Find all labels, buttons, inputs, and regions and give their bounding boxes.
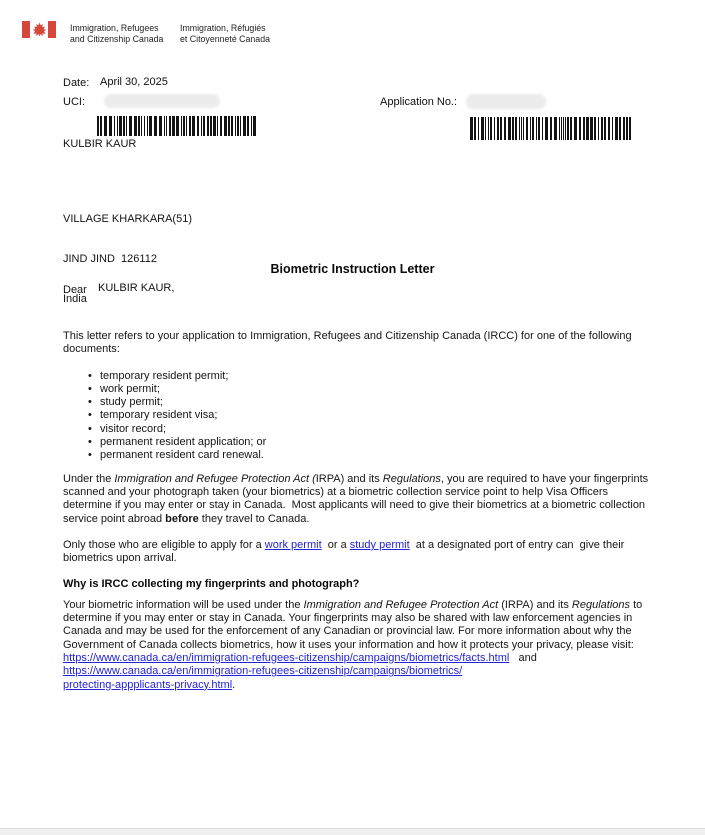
- paragraph: [63, 330, 651, 357]
- bullet-icon: •: [88, 449, 92, 462]
- bullet-text: work permit;: [100, 382, 160, 395]
- bullet-icon: •: [88, 369, 92, 382]
- document-bullet-list: [63, 370, 651, 463]
- dept-fr-line2: et Citoyenneté Canada: [180, 33, 270, 44]
- application-number-label: Application No.:: [380, 96, 458, 108]
- section-heading: [63, 578, 651, 591]
- department-name-english: [70, 23, 163, 44]
- list-item: [88, 423, 651, 436]
- text-segment: (IRPA) and its: [498, 598, 572, 611]
- bullet-text: permanent resident application; or: [100, 436, 267, 449]
- uci-barcode: [97, 116, 258, 136]
- uci-value-redacted: [104, 94, 220, 108]
- list-item: [88, 383, 651, 396]
- text-segment: or a: [321, 538, 350, 551]
- hyperlink[interactable]: protecting-appplicants-privacy.html: [63, 678, 233, 691]
- recipient-address: [63, 186, 192, 333]
- list-item: [88, 396, 651, 409]
- text-segment: This letter refers to your application to Immigration, Refugees and Citizenship Canada (IRCC) for one of the following documents:: [63, 330, 635, 356]
- list-item: [88, 370, 651, 383]
- bullet-icon: •: [88, 409, 92, 422]
- bullet-text: study permit;: [100, 396, 163, 409]
- salutation-prefix: Dear: [63, 284, 87, 296]
- paragraph: [63, 539, 651, 566]
- recipient-name: KULBIR KAUR: [63, 138, 137, 150]
- letter-title: Biometric Instruction Letter: [270, 262, 435, 276]
- dept-en-line1: Immigration, Refugees: [70, 23, 159, 33]
- address-line-2: JIND JIND 126112: [63, 253, 157, 266]
- list-item: [88, 409, 651, 422]
- date-value: April 30, 2025: [100, 76, 168, 88]
- text-segment: , you are required to have your fingerprints scanned and your photograph taken (your biometrics) at a biometric collection service point to help Visa Officers determine if you may enter or stay in Canada. Most applicants will need to give their biometrics at a biometric collection service point abroad: [63, 472, 652, 525]
- text-segment: Your biometric information will be used under the: [63, 598, 304, 611]
- application-barcode: [470, 117, 632, 140]
- address-line-1: VILLAGE KHARKARA(51): [63, 212, 192, 225]
- address-line-3: India: [63, 293, 87, 306]
- list-item: [88, 449, 651, 462]
- application-number-redacted: [466, 94, 546, 109]
- hyperlink[interactable]: work permit: [264, 538, 322, 551]
- text-segment: Only those who are eligible to apply for a: [63, 538, 265, 551]
- text-segment: to determine if you may enter or stay in Canada. Your fingerprints may also be shared with law enforcement agencies in Canada and may be used for the enforcement of any Canadian or provincial law. For more information about why the Government of Canada collects biometrics, how it uses your information and how it protects your privacy, please visit:: [63, 598, 646, 651]
- text-segment: they travel to Canada.: [198, 512, 310, 525]
- list-item: [88, 436, 651, 449]
- letter-body: [63, 330, 651, 705]
- salutation-name: KULBIR KAUR,: [98, 281, 175, 294]
- uci-label: UCI:: [63, 96, 85, 108]
- text-segment: Immigration and Refugee Protection Act: [303, 598, 499, 611]
- canada-flag-logo: [22, 21, 56, 38]
- hyperlink[interactable]: study permit: [349, 538, 410, 551]
- text-segment: before: [165, 512, 199, 525]
- date-label: Date:: [63, 77, 90, 89]
- paragraph: [63, 473, 651, 526]
- paragraph: [63, 599, 651, 692]
- text-segment: Regulations: [571, 598, 631, 611]
- salutation: [63, 281, 175, 296]
- text-segment: .: [232, 678, 236, 691]
- bottom-strip: [0, 828, 705, 835]
- dept-en-line2: and Citizenship Canada: [70, 33, 164, 44]
- maple-leaf-icon: [32, 22, 47, 37]
- bullet-text: temporary resident visa;: [100, 409, 218, 422]
- text-segment: and: [509, 651, 537, 664]
- hyperlink[interactable]: https://www.canada.ca/en/immigration-refugees-citizenship/campaigns/biometrics/facts.html: [63, 651, 510, 664]
- flag-right-bar: [48, 21, 56, 38]
- bullet-icon: •: [88, 382, 92, 395]
- text-segment: IRPA) and its: [315, 472, 383, 485]
- bullet-text: temporary resident permit;: [100, 369, 229, 382]
- hyperlink[interactable]: https://www.canada.ca/en/immigration-refugees-citizenship/campaigns/biometrics/: [63, 665, 463, 678]
- letterhead: [0, 0, 705, 60]
- department-name-french: [180, 23, 270, 44]
- text-segment: Immigration and Refugee Protection Act (: [114, 472, 316, 485]
- bullet-icon: •: [88, 436, 92, 449]
- bullet-icon: •: [88, 422, 92, 435]
- text-segment: Why is IRCC collecting my fingerprints and photograph?: [63, 578, 360, 591]
- text-segment: Under the: [63, 472, 115, 485]
- flag-center: [30, 21, 48, 38]
- flag-left-bar: [22, 21, 30, 38]
- text-segment: at a designated port of entry can give their biometrics upon arrival.: [63, 538, 628, 565]
- bullet-text: permanent resident card renewal.: [100, 449, 264, 462]
- bullet-text: visitor record;: [100, 422, 167, 435]
- text-segment: Regulations: [382, 472, 441, 485]
- dept-fr-line1: Immigration, Réfugiés: [180, 23, 266, 33]
- bullet-icon: •: [88, 396, 92, 409]
